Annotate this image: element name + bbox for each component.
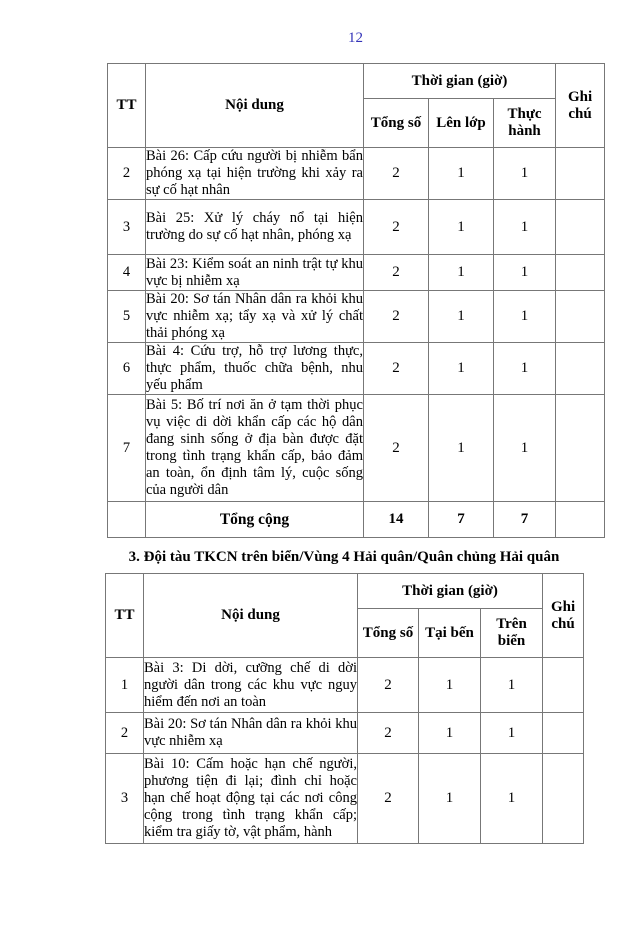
table1-header [108,64,605,148]
lesson-content: Bài 25: Xử lý cháy nổ tại hiện trường do sự cố hạt nhân, phóng xạ [146,200,364,255]
total-label: Tổng cộng [146,502,364,538]
row-number: 6 [108,343,146,395]
col-header-ghi-chu: Ghi chú [556,64,605,148]
total-row [108,502,605,538]
table-row [106,658,584,713]
lesson-content: Bài 5: Bố trí nơi ăn ở tạm thời phục vụ việc di dời khẩn cấp các hộ dân đang sinh sống ở địa bàn được đặt trong tình trạng khẩn cấp, bảo đảm an toàn, ổn định tâm lý, cuộc sống của người dân [146,395,364,502]
total-hours: 2 [364,291,429,343]
row-number: 1 [106,658,144,713]
note-cell [556,200,605,255]
sea-hours: 1 [481,713,543,754]
total-hours: 2 [364,255,429,291]
row-number: 2 [108,148,146,200]
table-row [106,713,584,754]
note-cell [556,148,605,200]
document-page [0,29,640,844]
table-row [108,255,605,291]
table-row [108,200,605,255]
col-header-len-lop: Lên lớp [429,99,494,148]
training-schedule-table-1 [107,63,605,538]
lesson-content: Bài 3: Di dời, cưỡng chế di dời người dân trong các khu vực nguy hiểm đến nơi an toàn [144,658,358,713]
col-header-tt: TT [108,64,146,148]
note-cell [556,255,605,291]
note-cell [556,291,605,343]
col-header-thoi-gian: Thời gian (giờ) [364,64,556,99]
practice-hours: 1 [494,395,556,502]
row-number: 4 [108,255,146,291]
lesson-content: Bài 20: Sơ tán Nhân dân ra khỏi khu vực nhiễm xạ; tẩy xạ và xử lý chất thải phóng xạ [146,291,363,341]
row-number: 3 [106,754,144,844]
class-hours-sum: 7 [429,502,494,538]
lesson-content: Bài 23: Kiểm soát an ninh trật tự khu vực bị nhiễm xạ [146,255,363,289]
practice-hours: 1 [494,291,556,343]
sea-hours: 1 [481,754,543,844]
row-number: 5 [108,291,146,343]
col-header-tt: TT [106,574,144,658]
sea-hours: 1 [481,658,543,713]
col-header-noi-dung: Nội dung [146,64,364,148]
table-row [106,754,584,844]
lesson-content: Bài 4: Cứu trợ, hỗ trợ lương thực, thực phẩm, thuốc chữa bệnh, nhu yếu phẩm [146,343,363,393]
practice-hours: 1 [494,200,556,255]
lesson-content: Bài 20: Sơ tán Nhân dân ra khỏi khu vực nhiễm xạ [144,713,358,754]
class-hours: 1 [429,395,494,502]
col-header-ghi-chu: Ghi chú [543,574,584,658]
class-hours: 1 [429,291,494,343]
col-header-tong-so: Tổng số [364,99,429,148]
note-cell [543,658,584,713]
col-header-tong-so: Tổng số [358,609,419,658]
dock-hours: 1 [419,754,481,844]
col-header-tren-bien: Trên biển [481,609,543,658]
table-row [108,343,605,395]
row-number: 7 [108,395,146,502]
class-hours: 1 [429,200,494,255]
total-hours-sum: 14 [364,502,429,538]
total-hours: 2 [358,658,419,713]
class-hours: 1 [429,255,494,291]
practice-hours-sum: 7 [494,502,556,538]
page-number: 12 [348,30,363,46]
section-heading: 3. Đội tàu TKCN trên biển/Vùng 4 Hải quân/Quân chủng Hải quân [128,549,560,565]
dock-hours: 1 [419,713,481,754]
total-hours: 2 [358,713,419,754]
col-header-thuc-hanh: Thực hành [494,99,556,148]
col-header-noi-dung: Nội dung [144,574,358,658]
row-number [108,502,146,538]
total-hours: 2 [358,754,419,844]
row-number: 2 [106,713,144,754]
note-cell [556,343,605,395]
dock-hours: 1 [419,658,481,713]
total-hours: 2 [364,395,429,502]
practice-hours: 1 [494,343,556,395]
note-cell [556,395,605,502]
class-hours: 1 [429,148,494,200]
note-cell [556,502,605,538]
col-header-tai-ben: Tại bến [419,609,481,658]
total-hours: 2 [364,343,429,395]
table-row [108,395,605,502]
practice-hours: 1 [494,148,556,200]
table2-header [106,574,584,658]
col-header-thoi-gian: Thời gian (giờ) [358,574,543,609]
note-cell [543,754,584,844]
class-hours: 1 [429,343,494,395]
training-schedule-table-2 [105,573,584,844]
total-hours: 2 [364,148,429,200]
row-number: 3 [108,200,146,255]
practice-hours: 1 [494,255,556,291]
table-row [108,148,605,200]
lesson-content: Bài 26: Cấp cứu người bị nhiễm bẩn phóng xạ tại hiện trường khi xảy ra sự cố hạt nhân [146,148,363,198]
lesson-content: Bài 10: Cấm hoặc hạn chế người, phương tiện đi lại; đình chỉ hoặc hạn chế hoạt động tại các nơi công cộng trong tình trạng khẩn cấp; kiểm tra giấy tờ, vật phẩm, hành [144,754,358,844]
table-row [108,291,605,343]
total-hours: 2 [364,200,429,255]
note-cell [543,713,584,754]
